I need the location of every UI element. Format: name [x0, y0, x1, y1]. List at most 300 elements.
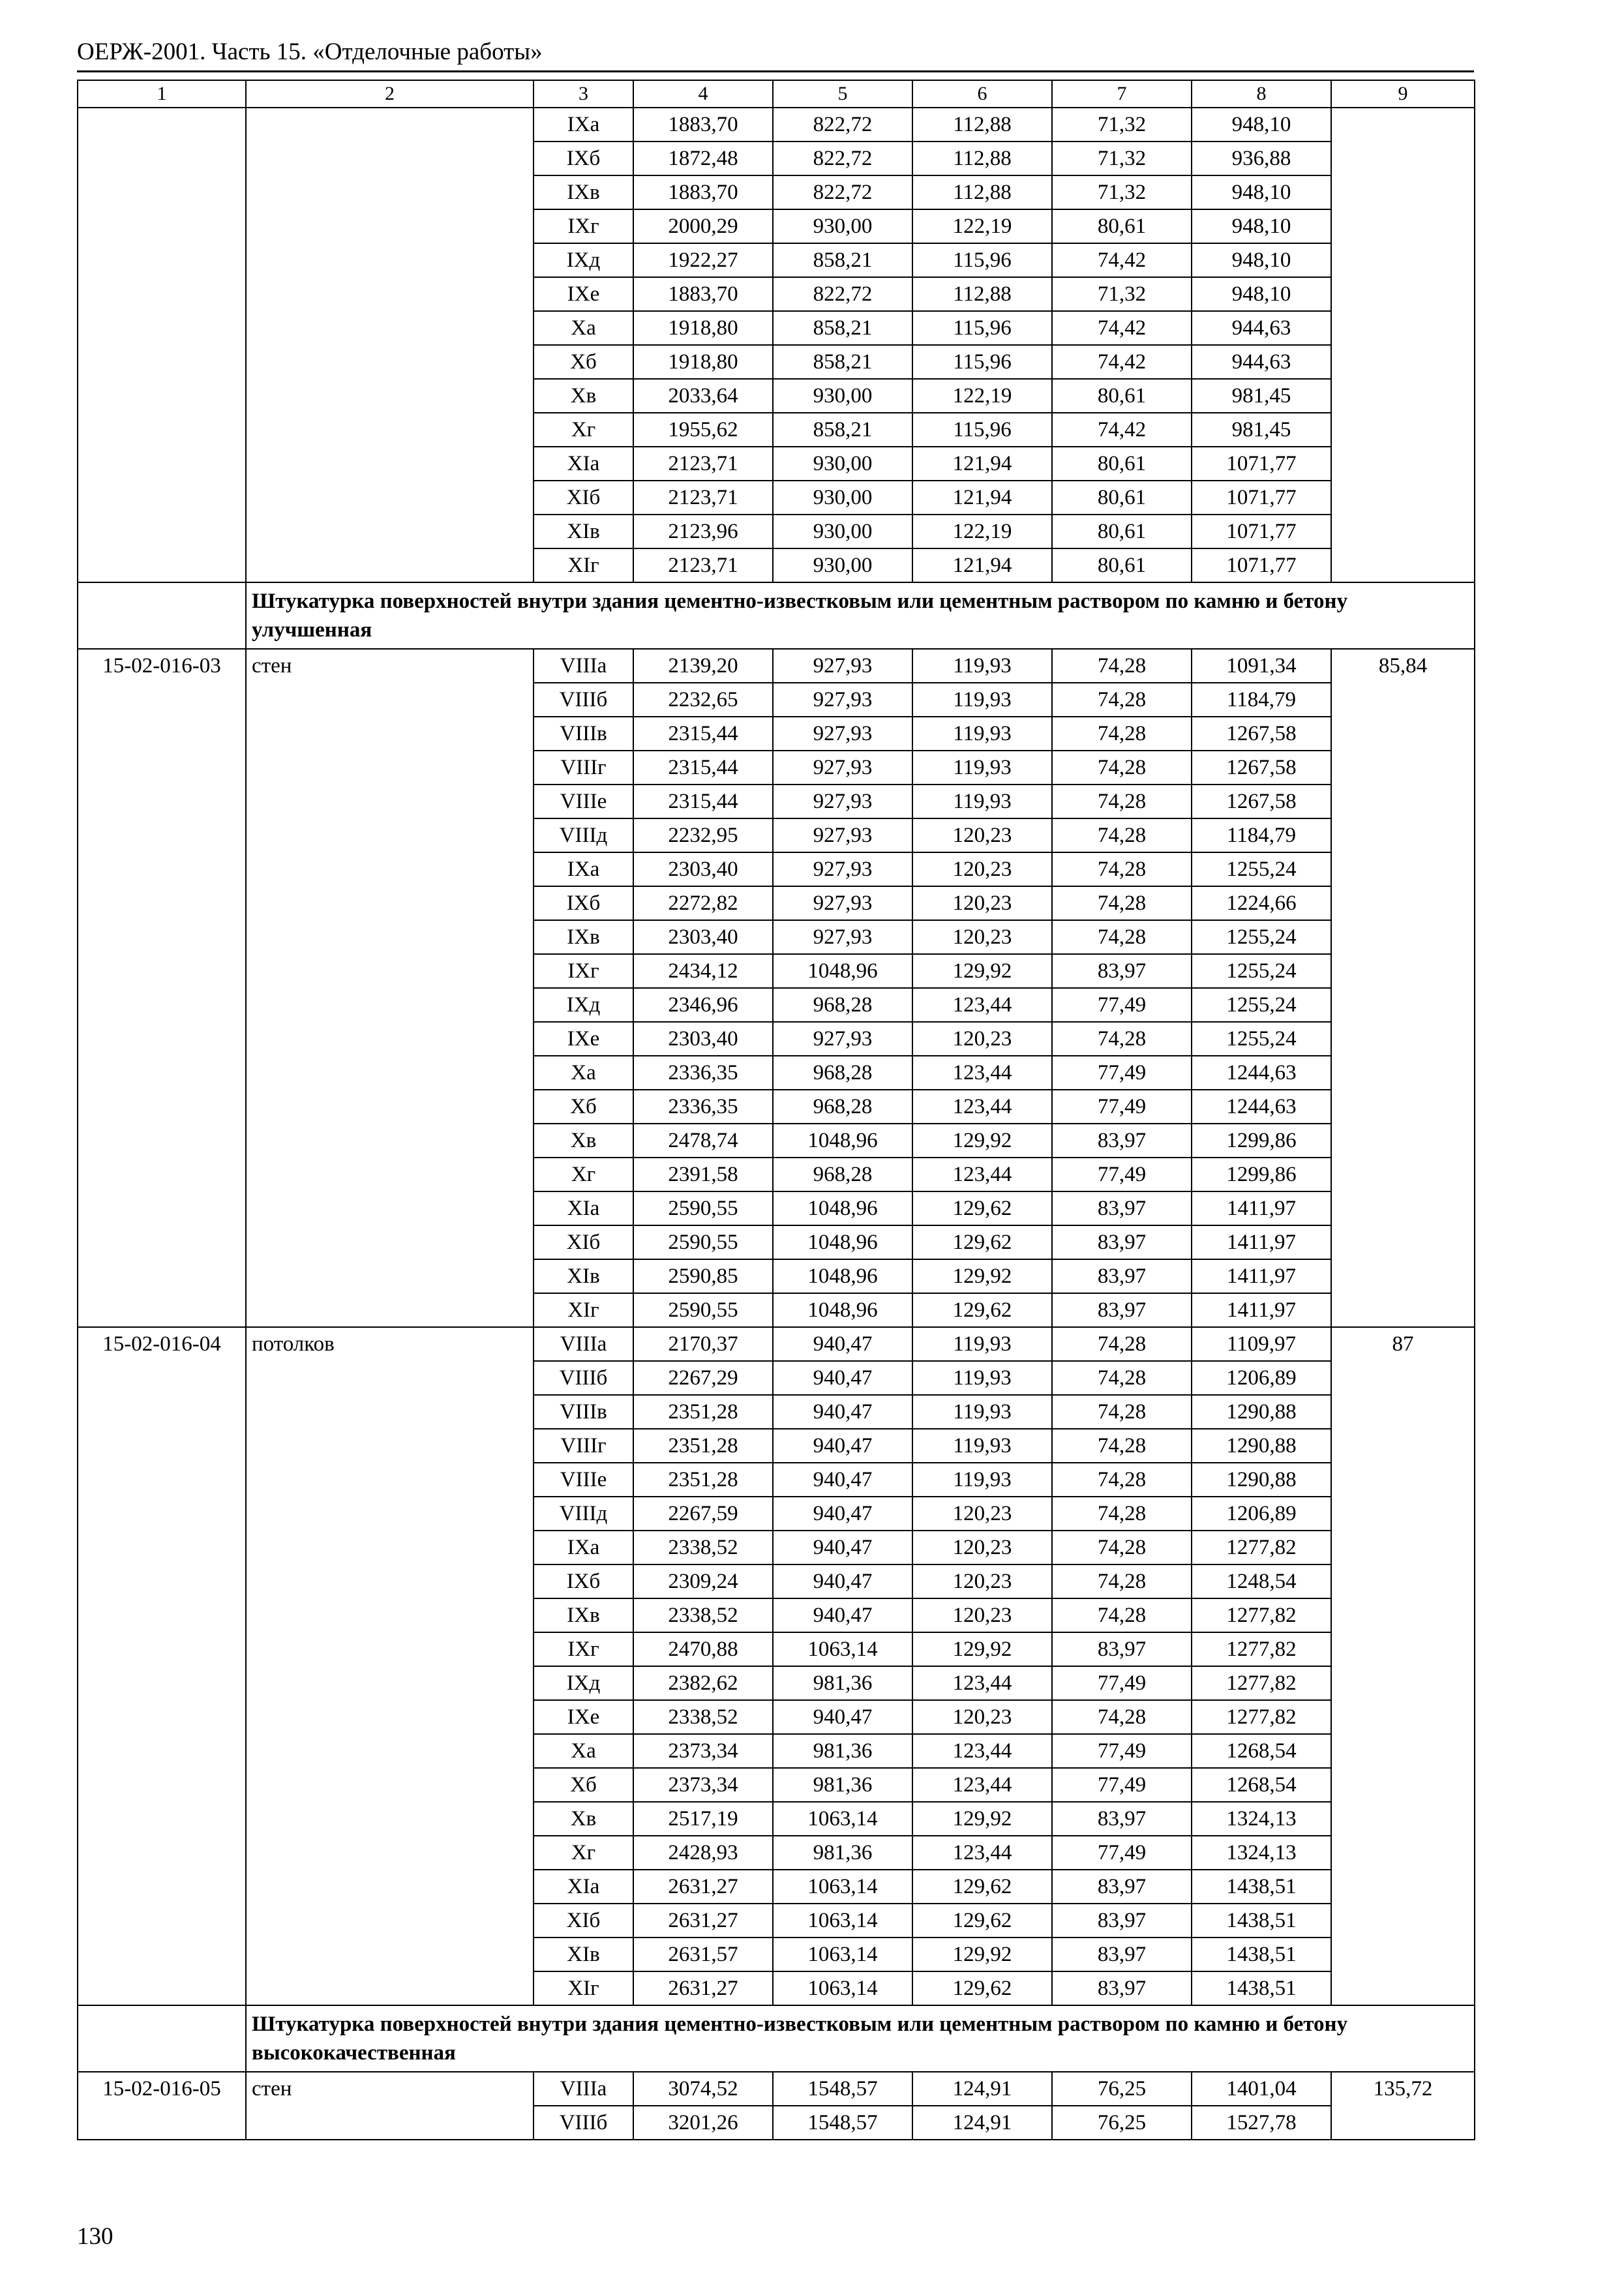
table-cell: 83,97	[1052, 1225, 1192, 1259]
table-cell: 121,94	[912, 548, 1052, 582]
table-cell: 1255,24	[1192, 920, 1331, 954]
table-cell: 1063,14	[773, 1870, 912, 1904]
table-cell: 927,93	[773, 785, 912, 818]
rate-code-cell: 15-02-016-03	[78, 649, 246, 1327]
table-cell: 940,47	[773, 1598, 912, 1632]
table-cell: 74,28	[1052, 920, 1192, 954]
table-cell: 74,28	[1052, 886, 1192, 920]
table-cell: 120,23	[912, 818, 1052, 852]
table-cell: IXв	[534, 1598, 633, 1632]
table-cell: 2170,37	[633, 1327, 773, 1361]
table-cell: 74,28	[1052, 1700, 1192, 1734]
table-cell: IXе	[534, 1700, 633, 1734]
table-cell: 1248,54	[1192, 1564, 1331, 1598]
table-cell: 1071,77	[1192, 447, 1331, 481]
table-cell: XIб	[534, 481, 633, 515]
table-cell: 124,91	[912, 2106, 1052, 2140]
table-cell: 940,47	[773, 1497, 912, 1531]
table-cell: 74,28	[1052, 751, 1192, 785]
table-cell: 927,93	[773, 649, 912, 683]
table-cell: 129,92	[912, 1124, 1052, 1158]
table-cell: 1290,88	[1192, 1395, 1331, 1429]
table-cell: 119,93	[912, 649, 1052, 683]
table-cell: 1277,82	[1192, 1598, 1331, 1632]
table-cell: XIа	[534, 447, 633, 481]
table-cell: 981,45	[1192, 379, 1331, 413]
table-cell: 927,93	[773, 751, 912, 785]
table-cell: 129,62	[912, 1904, 1052, 1937]
rate-code-cell: 15-02-016-04	[78, 1327, 246, 2005]
table-cell: 2139,20	[633, 649, 773, 683]
table-cell: 1184,79	[1192, 683, 1331, 717]
table-cell: 930,00	[773, 209, 912, 243]
table-cell: 2351,28	[633, 1463, 773, 1497]
table-cell: 822,72	[773, 142, 912, 175]
table-cell: Xв	[534, 379, 633, 413]
rate-code-cell: 15-02-016-05	[78, 2072, 246, 2140]
table-cell: 121,94	[912, 447, 1052, 481]
table-cell: 74,42	[1052, 243, 1192, 277]
table-cell: 120,23	[912, 1497, 1052, 1531]
table-cell: 112,88	[912, 277, 1052, 311]
last-column-cell: 135,72	[1331, 2072, 1475, 2140]
table-cell: 119,93	[912, 1395, 1052, 1429]
table-cell: XIб	[534, 1904, 633, 1937]
table-cell: 1401,04	[1192, 2072, 1331, 2106]
table-cell: 80,61	[1052, 379, 1192, 413]
table-cell: VIIIв	[534, 1395, 633, 1429]
table-cell: IXд	[534, 1666, 633, 1700]
table-cell: 948,10	[1192, 277, 1331, 311]
table-cell: 1299,86	[1192, 1124, 1331, 1158]
table-cell: 930,00	[773, 447, 912, 481]
table-cell: 968,28	[773, 1056, 912, 1090]
table-cell: VIIIг	[534, 1429, 633, 1463]
table-cell: 83,97	[1052, 1632, 1192, 1666]
table-cell: 2315,44	[633, 785, 773, 818]
column-number: 7	[1052, 80, 1192, 108]
section-heading: Штукатурка поверхностей внутри здания цементно-известковым или цементным раствором по камню и бетону высококачественная	[246, 2005, 1475, 2072]
table-cell: 930,00	[773, 379, 912, 413]
table-cell: 1048,96	[773, 954, 912, 988]
table-cell: IXб	[534, 1564, 633, 1598]
table-cell: 115,96	[912, 413, 1052, 447]
table-cell: 822,72	[773, 175, 912, 209]
table-cell: Xв	[534, 1124, 633, 1158]
table-cell: 2338,52	[633, 1700, 773, 1734]
table-cell: 74,42	[1052, 311, 1192, 345]
table-cell: IXд	[534, 988, 633, 1022]
table-cell: 74,28	[1052, 1564, 1192, 1598]
table-cell: 2033,64	[633, 379, 773, 413]
table-cell: 1048,96	[773, 1259, 912, 1293]
table-cell: 74,28	[1052, 1497, 1192, 1531]
table-cell: 2232,65	[633, 683, 773, 717]
table-cell: 74,28	[1052, 1463, 1192, 1497]
table-cell: IXа	[534, 852, 633, 886]
table-cell: 1277,82	[1192, 1632, 1331, 1666]
table-cell: IXд	[534, 243, 633, 277]
table-cell: Xб	[534, 1090, 633, 1124]
table-cell: 115,96	[912, 243, 1052, 277]
table-cell: 927,93	[773, 818, 912, 852]
table-cell: 2303,40	[633, 1022, 773, 1056]
table-cell: 123,44	[912, 1836, 1052, 1870]
page-number: 130	[77, 2223, 113, 2250]
table-cell: 2517,19	[633, 1802, 773, 1836]
table-cell: 1277,82	[1192, 1666, 1331, 1700]
table-cell: 71,32	[1052, 175, 1192, 209]
table-cell: XIв	[534, 515, 633, 548]
table-cell: 948,10	[1192, 243, 1331, 277]
table-cell: 1244,63	[1192, 1090, 1331, 1124]
table-cell: VIIIа	[534, 2072, 633, 2106]
table-cell: 1955,62	[633, 413, 773, 447]
table-cell: 2478,74	[633, 1124, 773, 1158]
table-cell: 1438,51	[1192, 1904, 1331, 1937]
table-cell: 1255,24	[1192, 852, 1331, 886]
table-cell: 927,93	[773, 1022, 912, 1056]
table-cell: 1438,51	[1192, 1937, 1331, 1971]
table-cell: 858,21	[773, 413, 912, 447]
section-blank-cell	[78, 2005, 246, 2072]
table-cell: 1048,96	[773, 1225, 912, 1259]
table-cell: IXг	[534, 1632, 633, 1666]
table-cell: 2391,58	[633, 1158, 773, 1191]
table-cell: 936,88	[1192, 142, 1331, 175]
table-cell: 1244,63	[1192, 1056, 1331, 1090]
table-cell: Xг	[534, 1836, 633, 1870]
table-row	[78, 649, 1475, 683]
table-cell: Xб	[534, 345, 633, 379]
table-cell: 120,23	[912, 1700, 1052, 1734]
table-cell: 2000,29	[633, 209, 773, 243]
table-cell: 77,49	[1052, 1666, 1192, 1700]
table-cell: 2346,96	[633, 988, 773, 1022]
table-cell: 2338,52	[633, 1598, 773, 1632]
table-cell: 119,93	[912, 717, 1052, 751]
table-cell: 2590,85	[633, 1259, 773, 1293]
table-cell: 80,61	[1052, 481, 1192, 515]
table-cell: Xв	[534, 1802, 633, 1836]
table-cell: 2123,96	[633, 515, 773, 548]
table-cell: 1109,97	[1192, 1327, 1331, 1361]
table-cell: 112,88	[912, 142, 1052, 175]
table-cell: 74,28	[1052, 1361, 1192, 1395]
work-name-cell: стен	[246, 649, 534, 1327]
table-cell: 1071,77	[1192, 481, 1331, 515]
table-cell: 2123,71	[633, 447, 773, 481]
table-cell: 119,93	[912, 1361, 1052, 1395]
table-cell: 940,47	[773, 1463, 912, 1497]
table-cell: XIа	[534, 1870, 633, 1904]
table-cell: 981,36	[773, 1768, 912, 1802]
table-cell: 1277,82	[1192, 1700, 1331, 1734]
table-cell: 927,93	[773, 683, 912, 717]
table-cell: 1883,70	[633, 175, 773, 209]
table-cell: 80,61	[1052, 209, 1192, 243]
table-cell: 74,28	[1052, 1429, 1192, 1463]
table-cell: 1290,88	[1192, 1429, 1331, 1463]
table-cell: 120,23	[912, 886, 1052, 920]
table-cell: 123,44	[912, 988, 1052, 1022]
table-cell: 129,92	[912, 1937, 1052, 1971]
table-cell: 1063,14	[773, 1632, 912, 1666]
column-number: 2	[246, 80, 534, 108]
table-cell: 2267,29	[633, 1361, 773, 1395]
table-cell: 77,49	[1052, 1056, 1192, 1090]
table-cell: XIг	[534, 1971, 633, 2005]
table-cell: VIIIа	[534, 1327, 633, 1361]
table-cell: 1324,13	[1192, 1836, 1331, 1870]
table-cell: 119,93	[912, 1429, 1052, 1463]
section-heading-row	[78, 582, 1475, 649]
table-row	[78, 108, 1475, 142]
table-cell: 2309,24	[633, 1564, 773, 1598]
table-cell: 981,36	[773, 1836, 912, 1870]
table-cell: 1091,34	[1192, 649, 1331, 683]
table-cell: 1071,77	[1192, 515, 1331, 548]
table-cell: 1290,88	[1192, 1463, 1331, 1497]
table-cell: 123,44	[912, 1090, 1052, 1124]
table-cell: IXб	[534, 886, 633, 920]
table-cell: 968,28	[773, 988, 912, 1022]
table-cell: 940,47	[773, 1564, 912, 1598]
table-cell: 927,93	[773, 717, 912, 751]
table-cell: 2590,55	[633, 1225, 773, 1259]
table-cell: Xб	[534, 1768, 633, 1802]
table-cell: 122,19	[912, 515, 1052, 548]
table-cell: 1184,79	[1192, 818, 1331, 852]
table-cell: 944,63	[1192, 345, 1331, 379]
table-cell: 119,93	[912, 1463, 1052, 1497]
table-cell: 981,45	[1192, 413, 1331, 447]
table-cell: 129,62	[912, 1971, 1052, 2005]
table-cell: 1255,24	[1192, 988, 1331, 1022]
table-cell: 927,93	[773, 920, 912, 954]
table-cell: 2631,27	[633, 1971, 773, 2005]
table-cell: 927,93	[773, 886, 912, 920]
table-cell: 83,97	[1052, 1293, 1192, 1327]
table-cell: 74,28	[1052, 785, 1192, 818]
table-cell: 2373,34	[633, 1768, 773, 1802]
table-cell: 940,47	[773, 1429, 912, 1463]
table-cell: XIв	[534, 1259, 633, 1293]
table-cell: 1922,27	[633, 243, 773, 277]
table-cell: 1071,77	[1192, 548, 1331, 582]
column-number: 8	[1192, 80, 1331, 108]
table-cell: 1268,54	[1192, 1768, 1331, 1802]
table-cell: 119,93	[912, 683, 1052, 717]
table-cell: 2631,27	[633, 1870, 773, 1904]
table-cell: 119,93	[912, 751, 1052, 785]
column-number: 5	[773, 80, 912, 108]
table-cell: 77,49	[1052, 988, 1192, 1022]
table-cell: 1527,78	[1192, 2106, 1331, 2140]
table-cell: 77,49	[1052, 1090, 1192, 1124]
table-cell: 1063,14	[773, 1802, 912, 1836]
table-cell: 930,00	[773, 481, 912, 515]
table-cell: 2434,12	[633, 954, 773, 988]
table-cell: 1883,70	[633, 277, 773, 311]
table-cell: 77,49	[1052, 1768, 1192, 1802]
table-cell: 1872,48	[633, 142, 773, 175]
table-cell: 1267,58	[1192, 717, 1331, 751]
table-cell: VIIIе	[534, 1463, 633, 1497]
table-cell: 940,47	[773, 1327, 912, 1361]
table-cell: 948,10	[1192, 108, 1331, 142]
page-header-title: ОЕРЖ-2001. Часть 15. «Отделочные работы»	[77, 38, 543, 65]
table-cell: 83,97	[1052, 1904, 1192, 1937]
table-cell: 123,44	[912, 1734, 1052, 1768]
table-cell: 2123,71	[633, 548, 773, 582]
table-cell: 120,23	[912, 852, 1052, 886]
table-cell: VIIIв	[534, 717, 633, 751]
table-cell: 1324,13	[1192, 1802, 1331, 1836]
table-cell: VIIIб	[534, 2106, 633, 2140]
table-cell: 120,23	[912, 1022, 1052, 1056]
table-cell: 74,28	[1052, 717, 1192, 751]
table-cell: 1267,58	[1192, 785, 1331, 818]
table-cell: VIIIд	[534, 1497, 633, 1531]
table-cell: 1268,54	[1192, 1734, 1331, 1768]
table-cell: 2470,88	[633, 1632, 773, 1666]
column-number: 9	[1331, 80, 1475, 108]
table-cell: 1048,96	[773, 1293, 912, 1327]
table-cell: Xг	[534, 413, 633, 447]
table-cell: 2336,35	[633, 1056, 773, 1090]
table-cell: 83,97	[1052, 1124, 1192, 1158]
table-cell: 948,10	[1192, 175, 1331, 209]
table-cell: 1918,80	[633, 345, 773, 379]
table-cell: IXв	[534, 175, 633, 209]
table-cell: 968,28	[773, 1158, 912, 1191]
table-cell: 1411,97	[1192, 1293, 1331, 1327]
table-cell: 2272,82	[633, 886, 773, 920]
table-cell: XIг	[534, 548, 633, 582]
table-cell: IXа	[534, 1531, 633, 1564]
table-cell: XIб	[534, 1225, 633, 1259]
table-cell: 948,10	[1192, 209, 1331, 243]
table-cell: IXб	[534, 142, 633, 175]
work-name-cell	[246, 108, 534, 582]
table-cell: 83,97	[1052, 1937, 1192, 1971]
work-name-cell: потолков	[246, 1327, 534, 2005]
table-cell: 80,61	[1052, 447, 1192, 481]
table-cell: 2315,44	[633, 751, 773, 785]
table-cell: 2232,95	[633, 818, 773, 852]
table-cell: XIг	[534, 1293, 633, 1327]
table-cell: 120,23	[912, 1598, 1052, 1632]
table-cell: 83,97	[1052, 1870, 1192, 1904]
table-cell: 2303,40	[633, 920, 773, 954]
table-cell: IXе	[534, 277, 633, 311]
table-cell: 1267,58	[1192, 751, 1331, 785]
last-column-cell: 85,84	[1331, 649, 1475, 1327]
table-cell: XIв	[534, 1937, 633, 1971]
table-cell: VIIIг	[534, 751, 633, 785]
table-cell: 122,19	[912, 379, 1052, 413]
table-cell: 1048,96	[773, 1191, 912, 1225]
column-number: 6	[912, 80, 1052, 108]
table-cell: 129,62	[912, 1225, 1052, 1259]
table-cell: 944,63	[1192, 311, 1331, 345]
table-cell: 1255,24	[1192, 1022, 1331, 1056]
table-cell: 115,96	[912, 311, 1052, 345]
table-row	[78, 2072, 1475, 2106]
table-cell: 1438,51	[1192, 1870, 1331, 1904]
table-cell: 940,47	[773, 1361, 912, 1395]
table-cell: 930,00	[773, 515, 912, 548]
table-cell: 2631,27	[633, 1904, 773, 1937]
table-cell: IXв	[534, 920, 633, 954]
table-cell: IXа	[534, 108, 633, 142]
table-cell: 1411,97	[1192, 1259, 1331, 1293]
table-cell: 74,28	[1052, 1395, 1192, 1429]
table-cell: 3201,26	[633, 2106, 773, 2140]
table-cell: 74,28	[1052, 1598, 1192, 1632]
table-cell: Xг	[534, 1158, 633, 1191]
table-cell: 71,32	[1052, 277, 1192, 311]
table-cell: 124,91	[912, 2072, 1052, 2106]
table-cell: 858,21	[773, 345, 912, 379]
table-cell: VIIIа	[534, 649, 633, 683]
table-cell: 968,28	[773, 1090, 912, 1124]
table-cell: 123,44	[912, 1158, 1052, 1191]
table-cell: 1206,89	[1192, 1497, 1331, 1531]
table-cell: 2590,55	[633, 1191, 773, 1225]
table-cell: 1063,14	[773, 1904, 912, 1937]
table-cell: 822,72	[773, 108, 912, 142]
table-cell: 80,61	[1052, 515, 1192, 548]
table-cell: 2382,62	[633, 1666, 773, 1700]
column-number: 1	[78, 80, 246, 108]
table-cell: 112,88	[912, 175, 1052, 209]
table-cell: 940,47	[773, 1395, 912, 1429]
table-cell: 940,47	[773, 1531, 912, 1564]
table-cell: 2303,40	[633, 852, 773, 886]
table-cell: IXг	[534, 954, 633, 988]
table-cell: 74,28	[1052, 649, 1192, 683]
table-cell: 74,28	[1052, 852, 1192, 886]
table-cell: 122,19	[912, 209, 1052, 243]
last-column-cell: 87	[1331, 1327, 1475, 2005]
table-cell: 120,23	[912, 1531, 1052, 1564]
table-cell: 2267,59	[633, 1497, 773, 1531]
table-cell: 1255,24	[1192, 954, 1331, 988]
table-cell: Xа	[534, 311, 633, 345]
work-name-cell: стен	[246, 2072, 534, 2140]
table-cell: 1048,96	[773, 1124, 912, 1158]
table-cell: 1063,14	[773, 1971, 912, 2005]
table-cell: 2123,71	[633, 481, 773, 515]
table-cell: 71,32	[1052, 142, 1192, 175]
table-cell: 83,97	[1052, 1802, 1192, 1836]
table-cell: 2338,52	[633, 1531, 773, 1564]
table-cell: 74,28	[1052, 1022, 1192, 1056]
table-cell: 121,94	[912, 481, 1052, 515]
last-column-cell	[1331, 108, 1475, 582]
table-cell: 83,97	[1052, 954, 1192, 988]
table-cell: VIIIб	[534, 683, 633, 717]
table-cell: 71,32	[1052, 108, 1192, 142]
table-cell: 1206,89	[1192, 1361, 1331, 1395]
table-cell: 129,92	[912, 954, 1052, 988]
table-cell: 1224,66	[1192, 886, 1331, 920]
table-cell: 1411,97	[1192, 1225, 1331, 1259]
table-cell: 74,28	[1052, 818, 1192, 852]
table-cell: 80,61	[1052, 548, 1192, 582]
